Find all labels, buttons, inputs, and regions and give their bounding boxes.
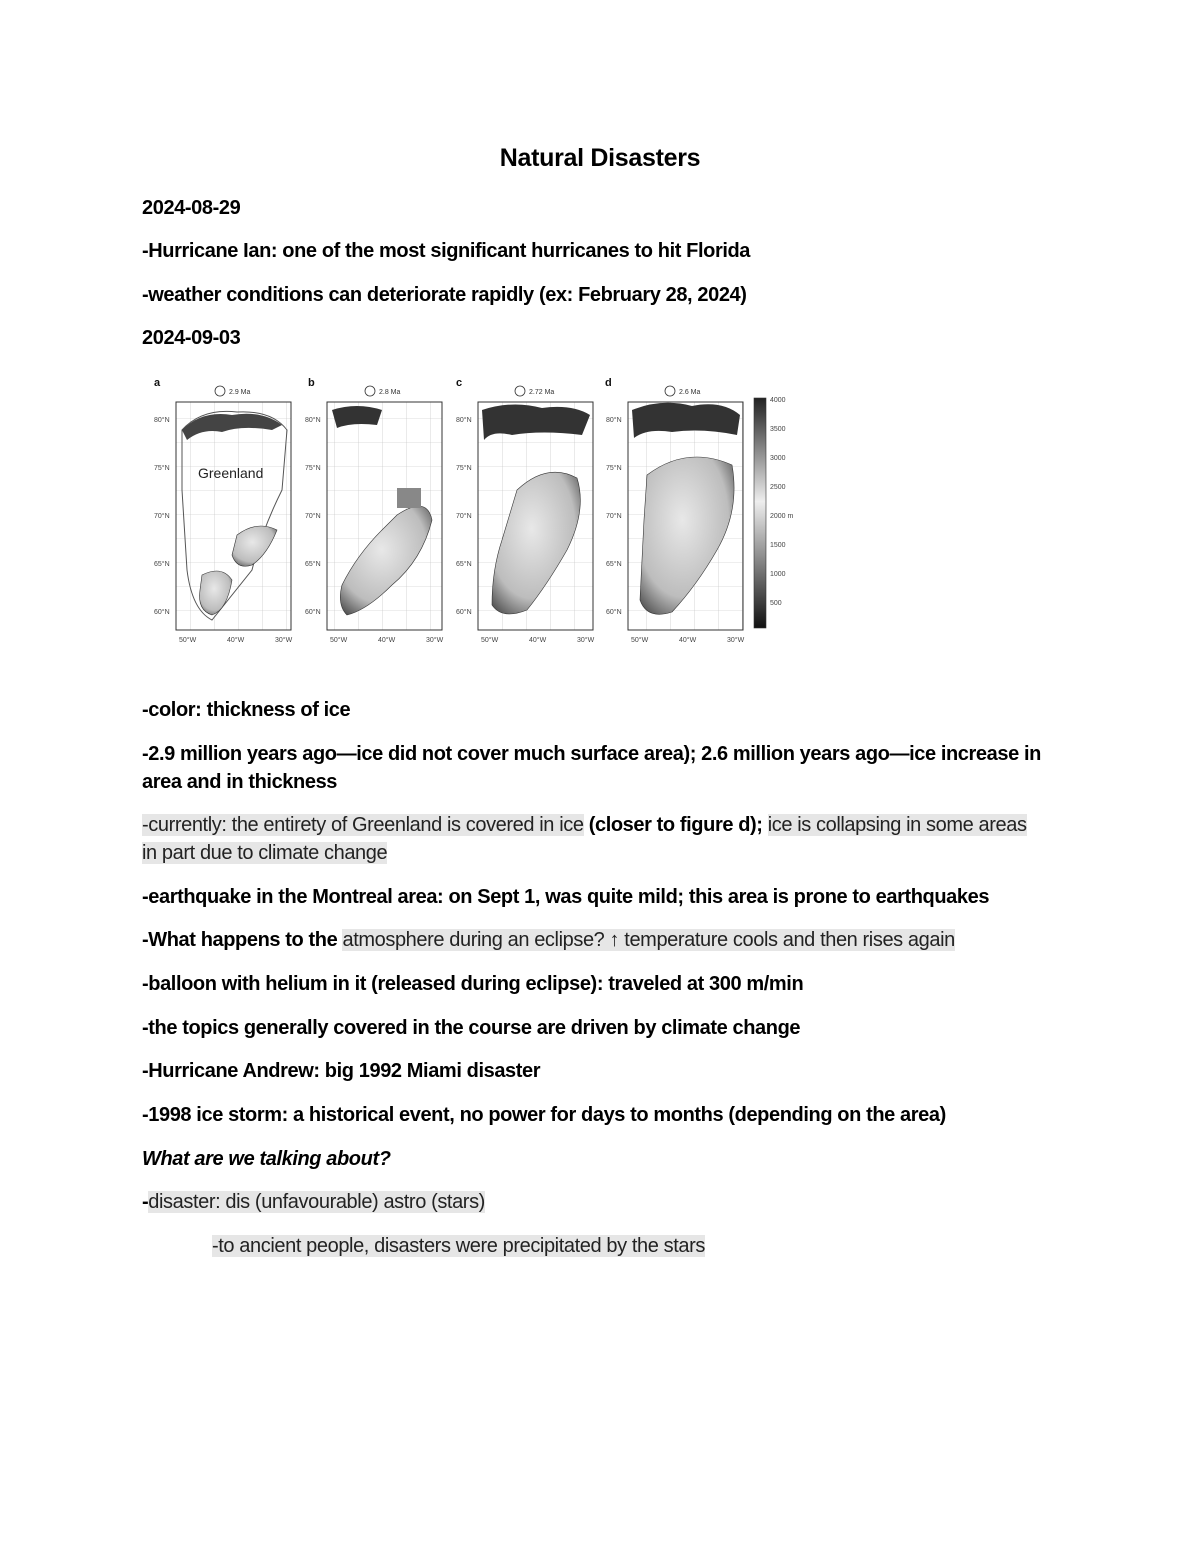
note-hurricane-ian: -Hurricane Ian: one of the most significant hurricanes to hit Florida [142, 240, 751, 262]
lat-tick-label: 70°N [154, 513, 170, 520]
note-disaster-dash: - [142, 1191, 149, 1213]
lon-tick-label: 50°W [330, 637, 348, 644]
lat-tick-label: 75°N [154, 465, 170, 472]
lat-tick-label: 75°N [456, 465, 472, 472]
figure-panel-d [605, 377, 743, 630]
figure-panel-a [154, 377, 291, 630]
colorbar-tick-label: 3000 [770, 455, 786, 462]
lat-tick-label: 65°N [305, 561, 321, 568]
lon-tick-label: 50°W [179, 637, 197, 644]
lat-tick-label: 70°N [305, 513, 321, 520]
lon-tick-label: 30°W [577, 637, 595, 644]
lon-tick-label: 40°W [378, 637, 396, 644]
lat-tick-label: 65°N [456, 561, 472, 568]
panel-age-a: 2.9 Ma [229, 389, 251, 396]
page-title: Natural Disasters [499, 144, 701, 172]
lat-tick-label: 60°N [456, 609, 472, 616]
date-heading-1: 2024-08-29 [142, 197, 241, 219]
note-balloon: -balloon with helium in it (released during eclipse): traveled at 300 m/min [142, 973, 804, 995]
note-color-thickness: -color: thickness of ice [142, 699, 351, 721]
note-disaster-highlight: disaster: dis (unfavourable) astro (stars) [148, 1191, 485, 1213]
figure-panel-c [456, 377, 593, 630]
colorbar-tick-label: 3500 [770, 426, 786, 433]
note-currently-highlight-2: ice is collapsing in some areas in part due to climate change [142, 814, 1027, 864]
colorbar-ticks [770, 397, 794, 607]
panel-age-b: 2.8 Ma [379, 389, 401, 396]
panel-letter-d: d [605, 377, 612, 389]
lat-tick-label: 65°N [154, 561, 170, 568]
colorbar-tick-label: 1500 [770, 542, 786, 549]
colorbar-tick-label: 1000 [770, 571, 786, 578]
note-weather-conditions: -weather conditions can deteriorate rapidly (ex: February 28, 2024) [142, 284, 747, 306]
lon-tick-label: 40°W [529, 637, 547, 644]
note-currently-figure-ref: (closer to figure d); [583, 814, 768, 836]
note-million-years: -2.9 million years ago—ice did not cover much surface area); 2.6 million years ago—ice increase in area and in thickness [142, 743, 1041, 793]
note-earthquake: -earthquake in the Montreal area: on Sept 1, was quite mild; this area is prone to earthquakes [142, 886, 990, 908]
panel-letter-c: c [456, 377, 463, 389]
note-ancient-people [212, 1232, 705, 1260]
lat-tick-label: 60°N [606, 609, 622, 616]
colorbar-tick-label: 2500 [770, 484, 786, 491]
lon-tick-label: 40°W [679, 637, 697, 644]
note-eclipse-highlight: atmosphere during an eclipse? ↑ temperature cools and then rises again [342, 929, 955, 951]
note-topics: -the topics generally covered in the course are driven by climate change [142, 1017, 801, 1039]
greenland-label: Greenland [198, 465, 264, 481]
lat-tick-label: 70°N [456, 513, 472, 520]
lon-tick-label: 30°W [275, 637, 293, 644]
colorbar-tick-label: 4000 [770, 397, 786, 404]
lat-tick-label: 60°N [154, 609, 170, 616]
date-heading-2: 2024-09-03 [142, 327, 241, 349]
note-ancient-highlight: -to ancient people, disasters were precipitated by the stars [212, 1235, 705, 1257]
lat-tick-label: 80°N [456, 417, 472, 424]
colorbar-tick-label: 500 [770, 600, 782, 607]
lon-tick-label: 50°W [481, 637, 499, 644]
lat-tick-label: 65°N [606, 561, 622, 568]
lat-tick-label: 70°N [606, 513, 622, 520]
panel-letter-a: a [154, 377, 161, 389]
lon-tick-label: 50°W [631, 637, 649, 644]
lat-tick-label: 60°N [305, 609, 321, 616]
lat-tick-label: 80°N [606, 417, 622, 424]
panel-age-c: 2.72 Ma [529, 389, 555, 396]
note-disaster-etymology [142, 1188, 485, 1216]
note-currently [142, 811, 1042, 867]
panel-age-d: 2.6 Ma [679, 389, 701, 396]
colorbar-tick-label: 2000 m [770, 513, 794, 520]
lat-tick-label: 80°N [305, 417, 321, 424]
colorbar [754, 398, 766, 628]
note-ice-storm: -1998 ice storm: a historical event, no power for days to months (depending on the area) [142, 1104, 946, 1126]
note-currently-highlight-1: -currently: the entirety of Greenland is covered in ice [142, 814, 584, 836]
note-eclipse [142, 926, 955, 954]
lon-tick-label: 30°W [426, 637, 444, 644]
greenland-ice-figure [142, 370, 822, 660]
section-heading-what: What are we talking about? [142, 1148, 391, 1170]
longitude-ticks [179, 636, 745, 644]
lat-tick-label: 80°N [154, 417, 170, 424]
lat-tick-label: 75°N [305, 465, 321, 472]
note-eclipse-question: -What happens to the [142, 929, 343, 951]
lat-tick-label: 75°N [606, 465, 622, 472]
note-hurricane-andrew: -Hurricane Andrew: big 1992 Miami disaster [142, 1060, 541, 1082]
lon-tick-label: 40°W [227, 637, 245, 644]
panel-letter-b: b [308, 377, 315, 389]
lon-tick-label: 30°W [727, 637, 745, 644]
figure-panel-b [308, 377, 442, 630]
